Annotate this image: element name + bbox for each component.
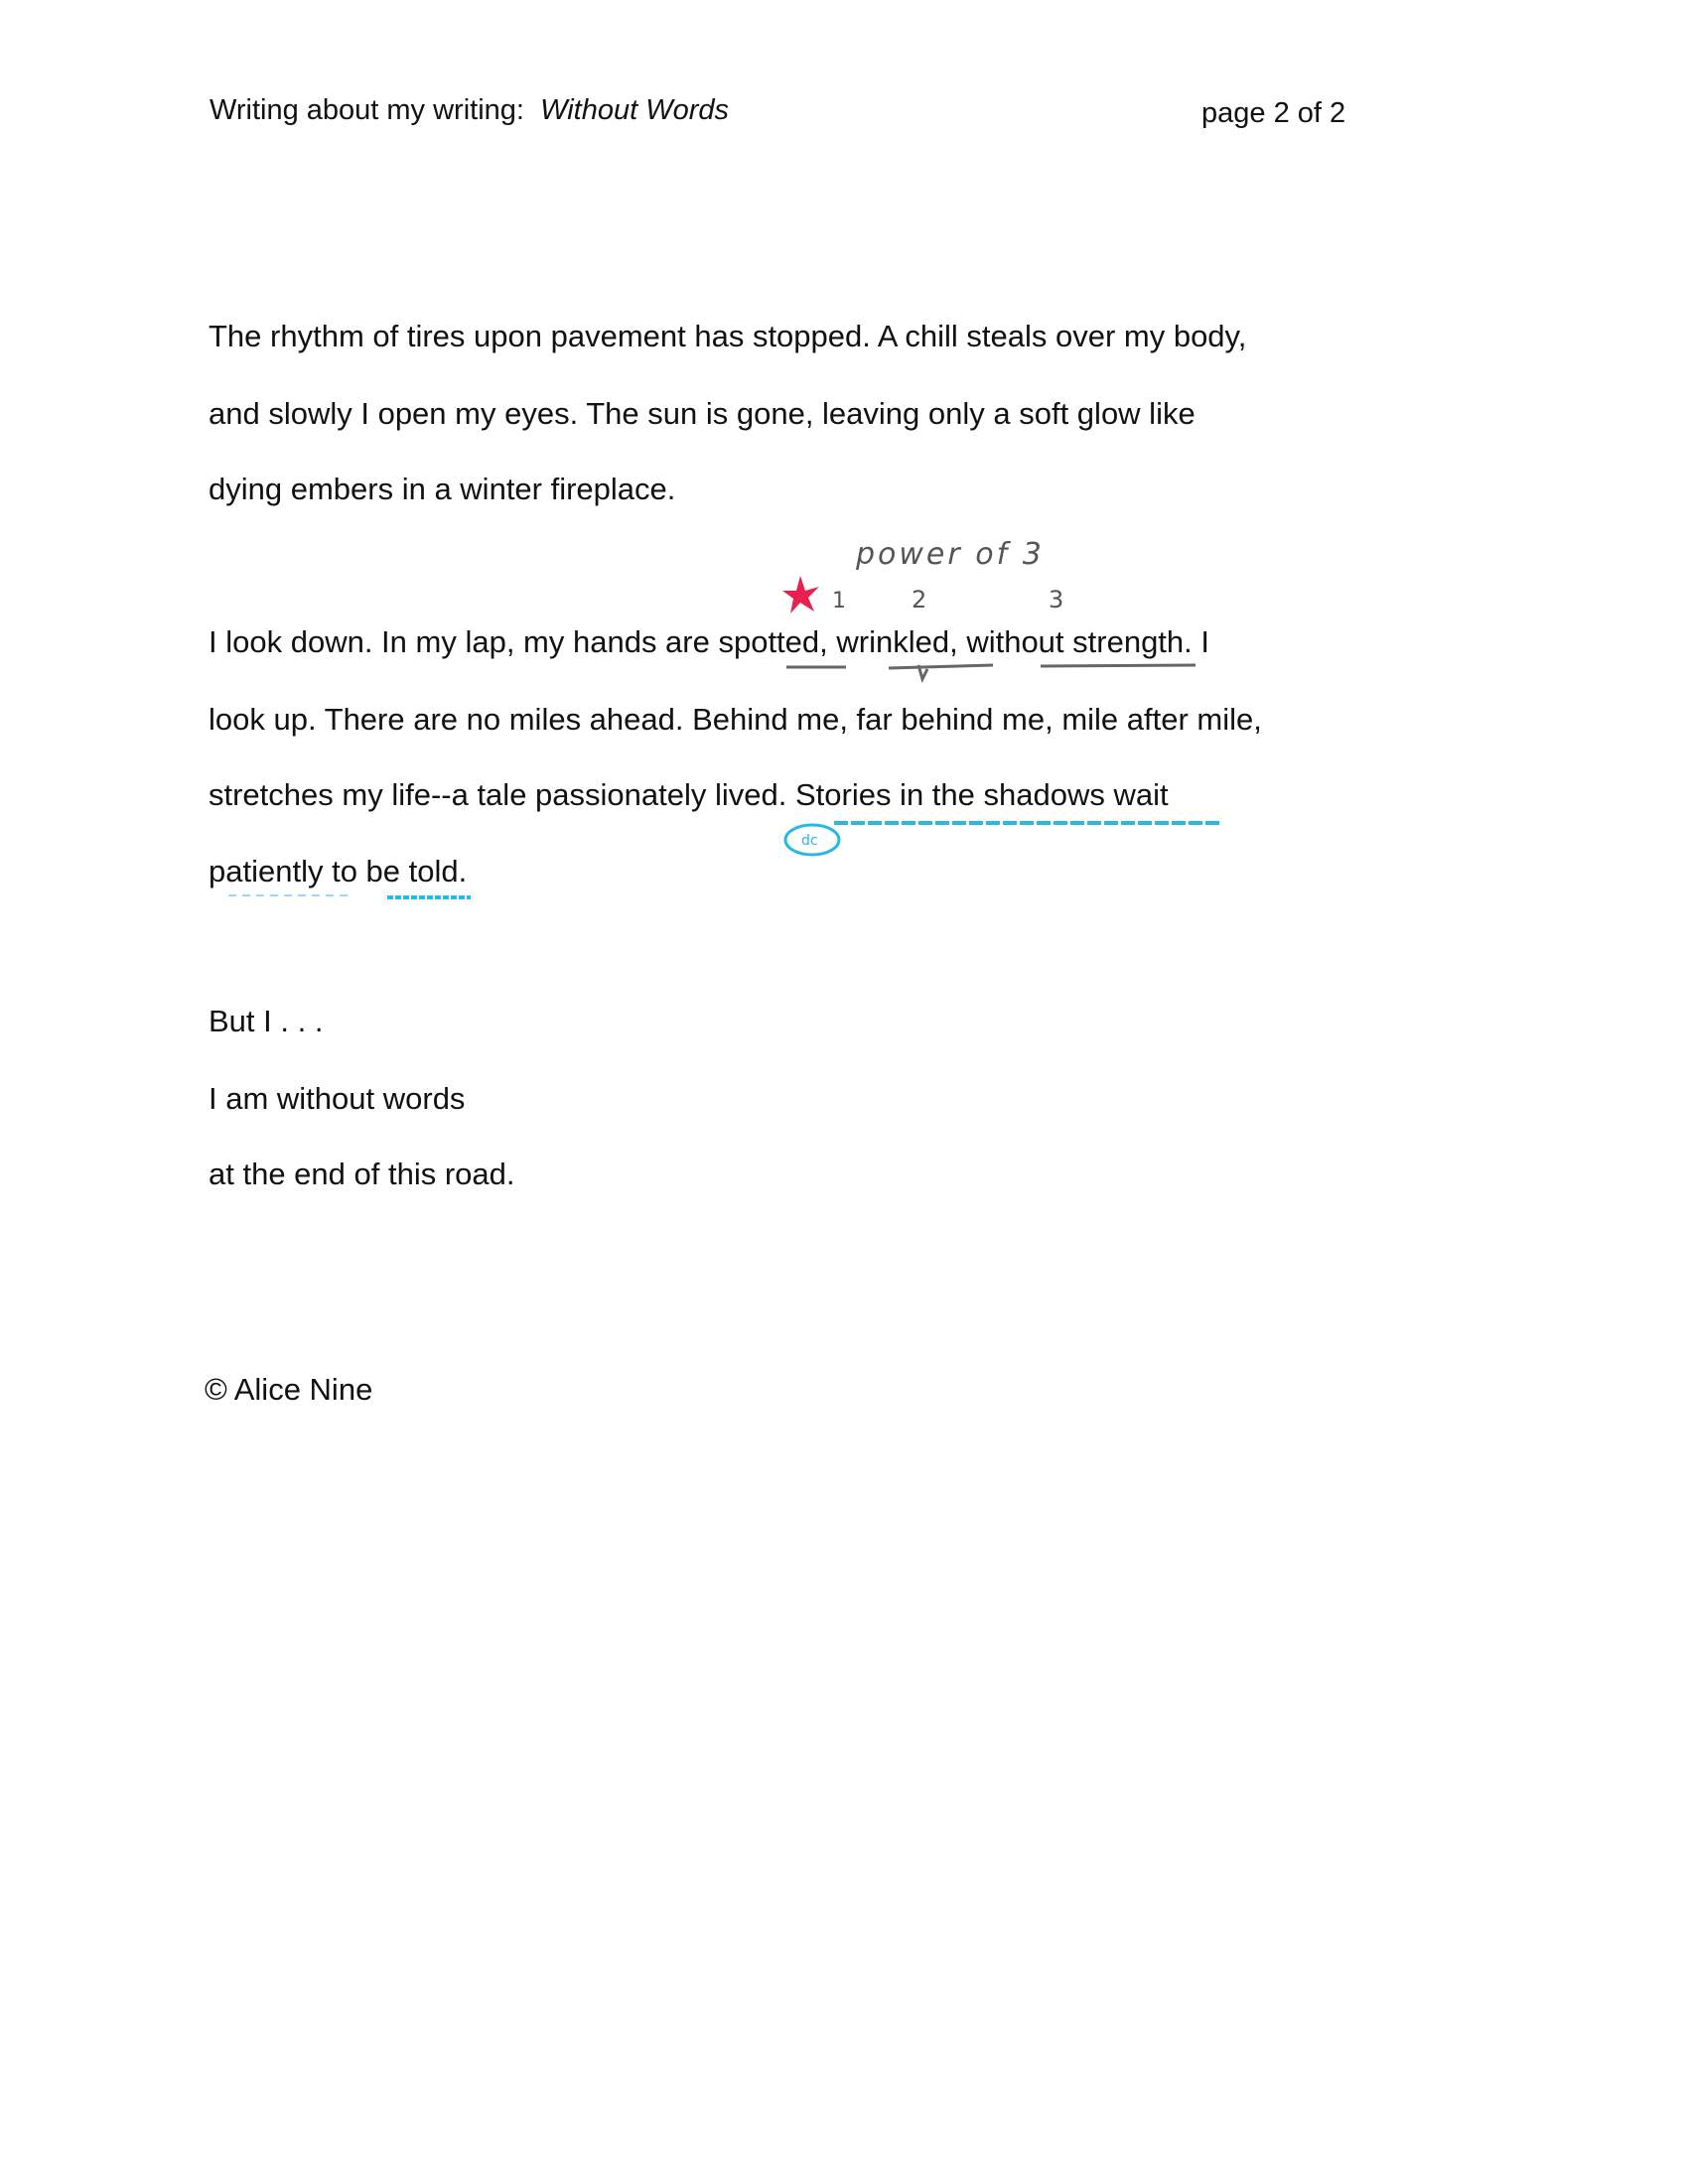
paragraph-1-line-3: dying embers in a winter fireplace. [209,472,676,506]
annotation-number-3: 3 [1049,586,1064,614]
annotation-margin-note: power of 3 [856,537,1045,572]
annotation-number-2: 2 [912,586,927,614]
paragraph-1-line-2: and slowly I open my eyes. The sun is gone, leaving only a soft glow like [209,396,1196,431]
paragraph-2-line-3: stretches my life--a tale passionately lived. Stories in the shadows wait [209,777,1169,812]
paragraph-1-line-1: The rhythm of tires upon pavement has stopped. A chill steals over my body, [209,319,1247,353]
paragraph-3-line-2: I am without words [209,1081,466,1116]
header-title-prefix: Writing about my writing: [210,94,524,126]
paragraph-2-line-2: look up. There are no miles ahead. Behind me, far behind me, mile after mile, [209,702,1262,737]
annotation-number-1: 1 [832,589,846,614]
pencil-underlines [786,665,1196,679]
paragraph-2-line-4: patiently to be told. [209,854,468,888]
paragraph-2-line-1: I look down. In my lap, my hands are spotted, wrinkled, without strength. I [209,624,1209,659]
paragraph-3-line-3: at the end of this road. [209,1157,515,1191]
paragraph-3-line-1: But I . . . [209,1004,324,1038]
header-title-italic: Without Words [540,94,729,126]
copyright: © Alice Nine [205,1372,373,1407]
header-title [210,93,729,127]
page-number: page 2 of 2 [1201,97,1346,129]
star-icon [782,576,819,614]
annotation-circled-note: dc [801,833,818,849]
